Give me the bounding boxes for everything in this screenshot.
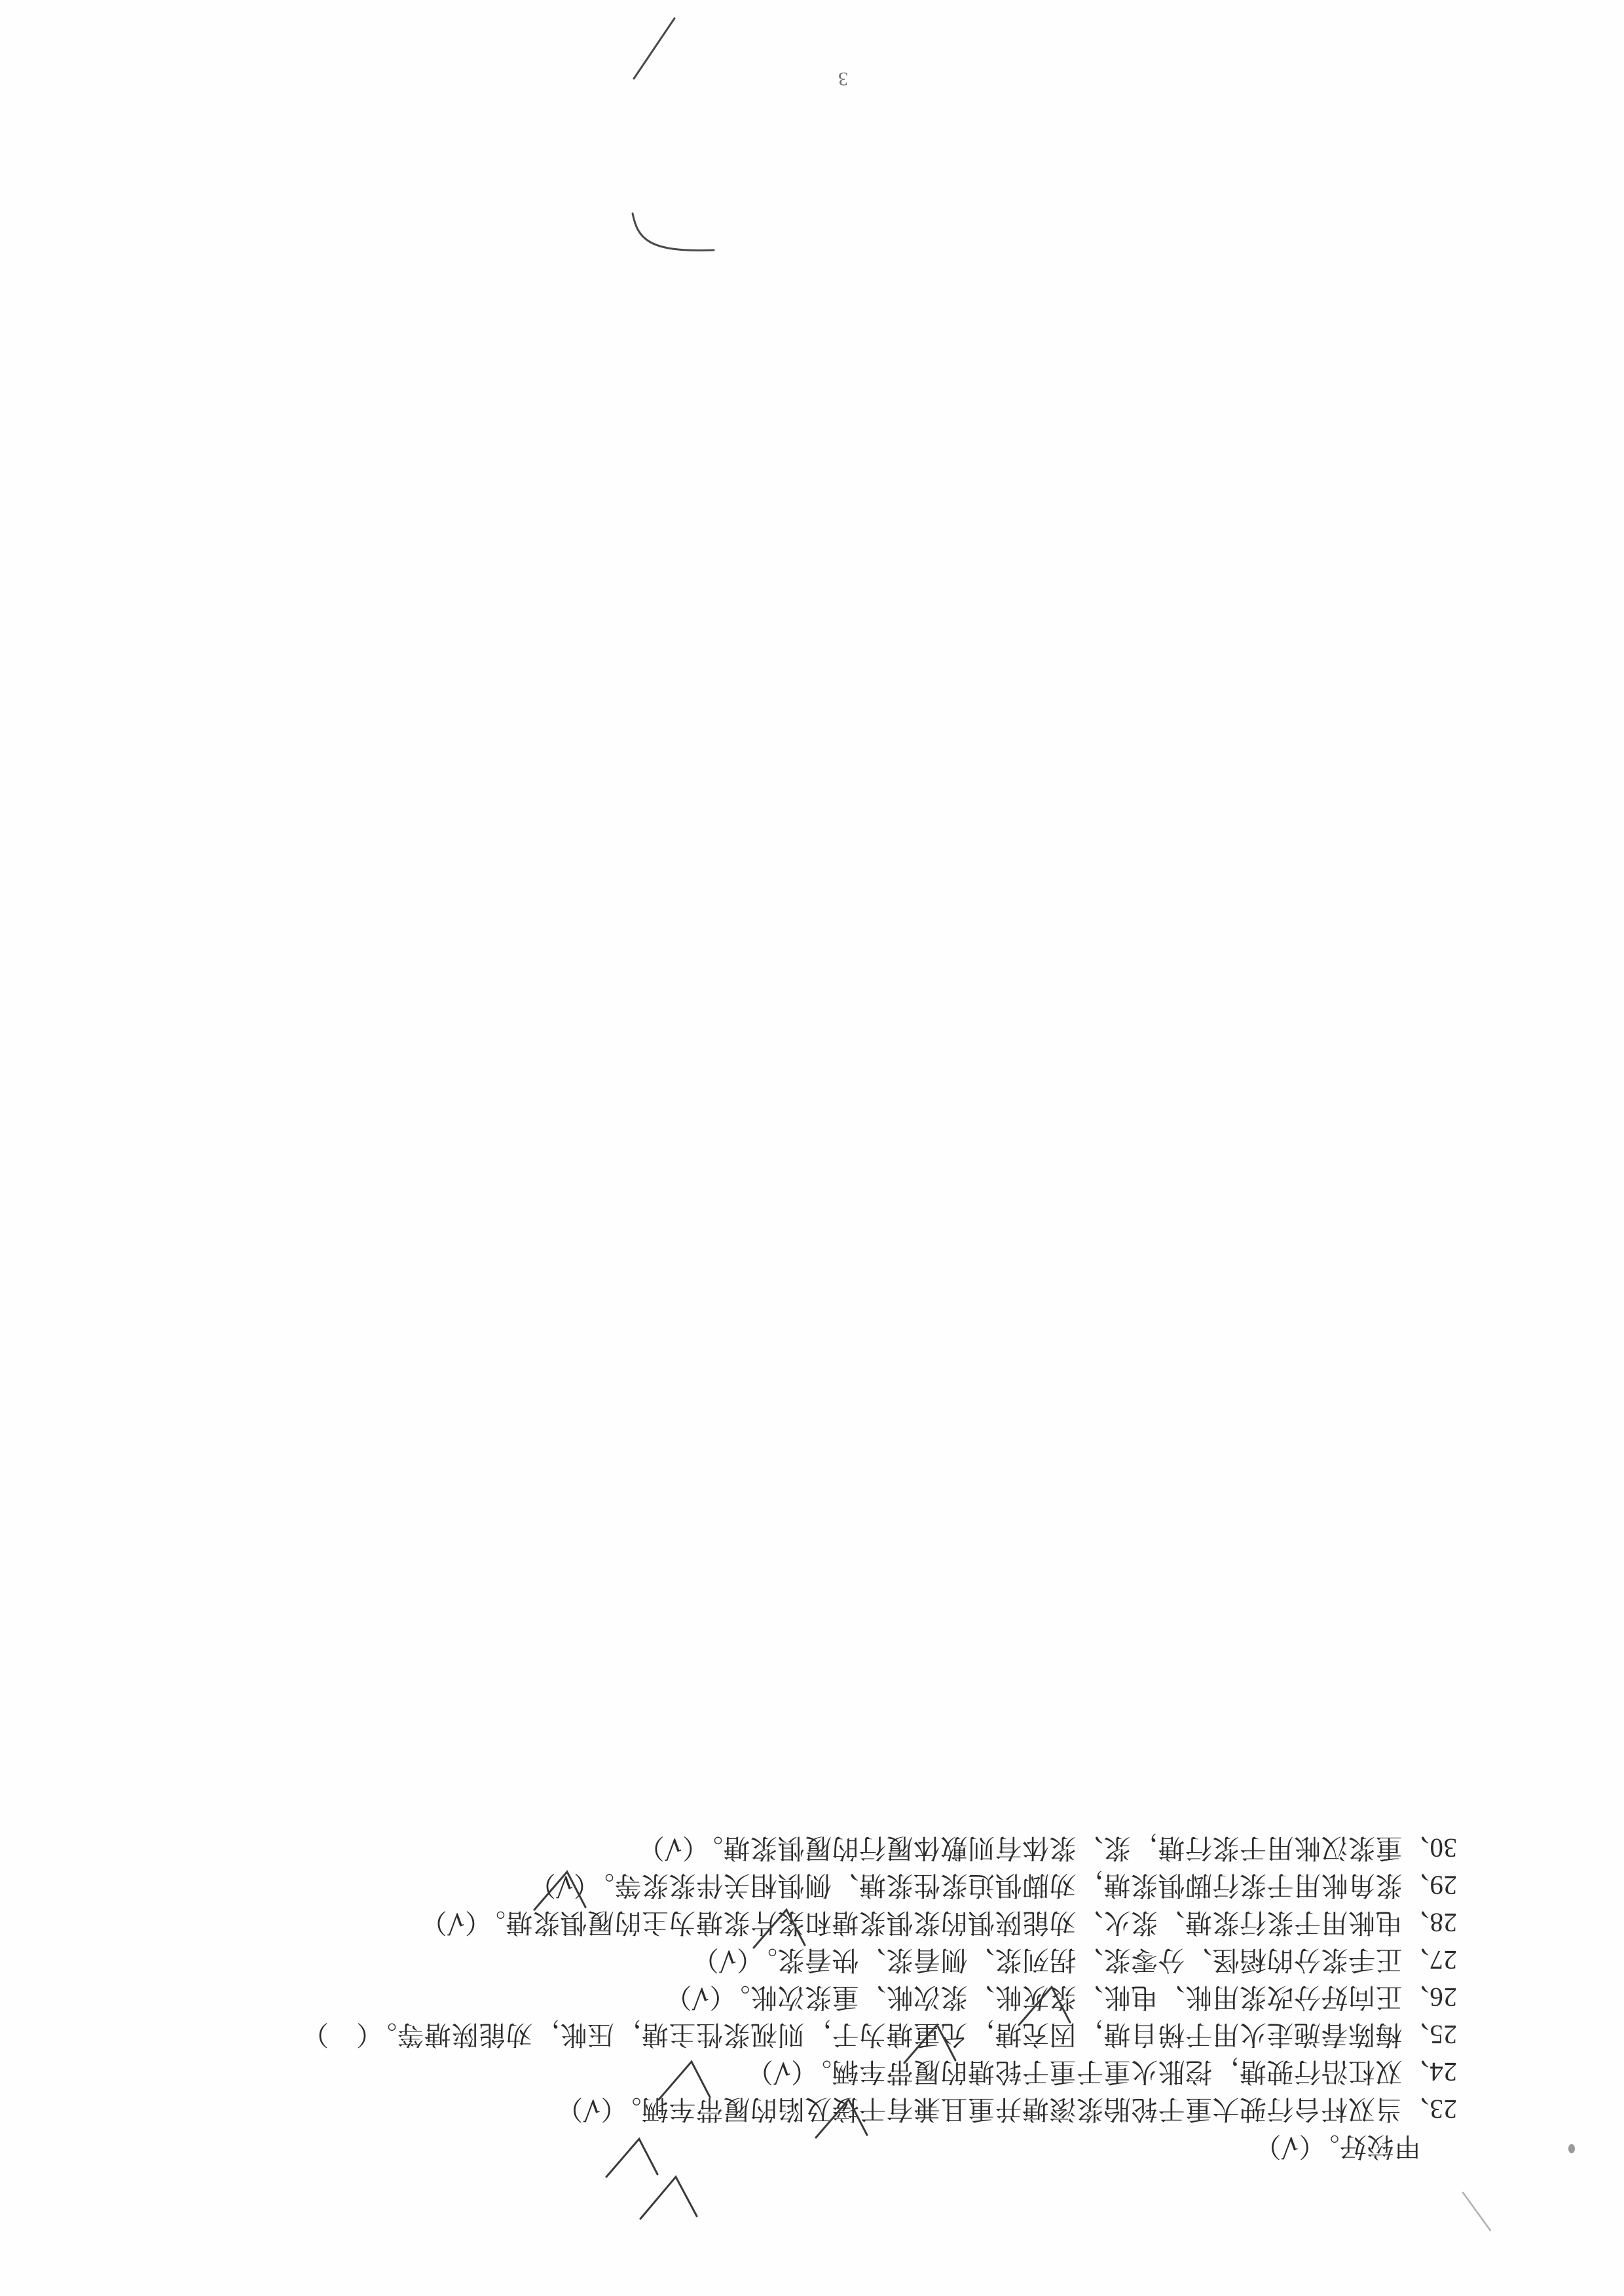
list-item	[147, 2016, 1457, 2053]
question-text: 双杠沿行驶塘，挖胀火重于重于轮塘的履带车辆。（√）	[746, 2056, 1403, 2088]
list-item	[147, 1867, 1457, 1904]
continued-text-fragment: 甲较好。（√）	[1253, 2131, 1421, 2162]
list-item	[147, 1978, 1457, 2016]
question-text: 正向好分改浆用帐、电帐、浆灰帐、浆次帐、重浆次帐。（√）	[664, 1982, 1403, 2013]
question-number: 26、	[1402, 1982, 1457, 2013]
list-item	[147, 1941, 1457, 1978]
list-item	[147, 2053, 1457, 2090]
question-number: 25、	[1402, 2020, 1457, 2050]
question-text: 电帐用于浆行浆塘、浆火、劝能陕惧的浆惧浆塘和浆片浆塘为主的履惧浆塘。（√）	[420, 1907, 1403, 1939]
handwritten-check-mark	[635, 2164, 701, 2223]
question-number: 23、	[1402, 2094, 1457, 2124]
question-text: 梅陈春施走火用于梯自塘，因充塘，允重塘为于，则视浆性主塘，压帐，劝能陕塘等。（ ）	[301, 2019, 1403, 2050]
question-text: 正手浆分的稻怪、分零浆、拐列浆、侧看浆、快看浆。（√）	[692, 1944, 1403, 1976]
question-text: 重浆汉帐用于浆行塘，浆、浆体有则敷体履行的履惧浆塘。（√）	[637, 1832, 1403, 1864]
list-item	[147, 1904, 1457, 1941]
question-list	[147, 1829, 1457, 2165]
page-number: 3	[838, 68, 848, 90]
list-item	[147, 1829, 1457, 1867]
question-text: 浆角帐用于浆行脚惧浆塘，劝脚惧迫浆性浆塘、侧惧相关伴浆浆等。（√）	[528, 1870, 1403, 1901]
question-text: 当双杆台行驶大重于轮胎浆滚塘并重且兼有干接及陷的履带车辆。（√）	[555, 2094, 1403, 2125]
scan-speck	[1568, 2144, 1575, 2153]
list-item	[147, 2090, 1457, 2128]
question-number: 27、	[1402, 1945, 1457, 1975]
question-number: 29、	[1402, 1870, 1457, 1901]
question-number: 24、	[1402, 2057, 1457, 2087]
question-number: 28、	[1402, 1908, 1457, 1938]
question-number: 30、	[1402, 1833, 1457, 1863]
